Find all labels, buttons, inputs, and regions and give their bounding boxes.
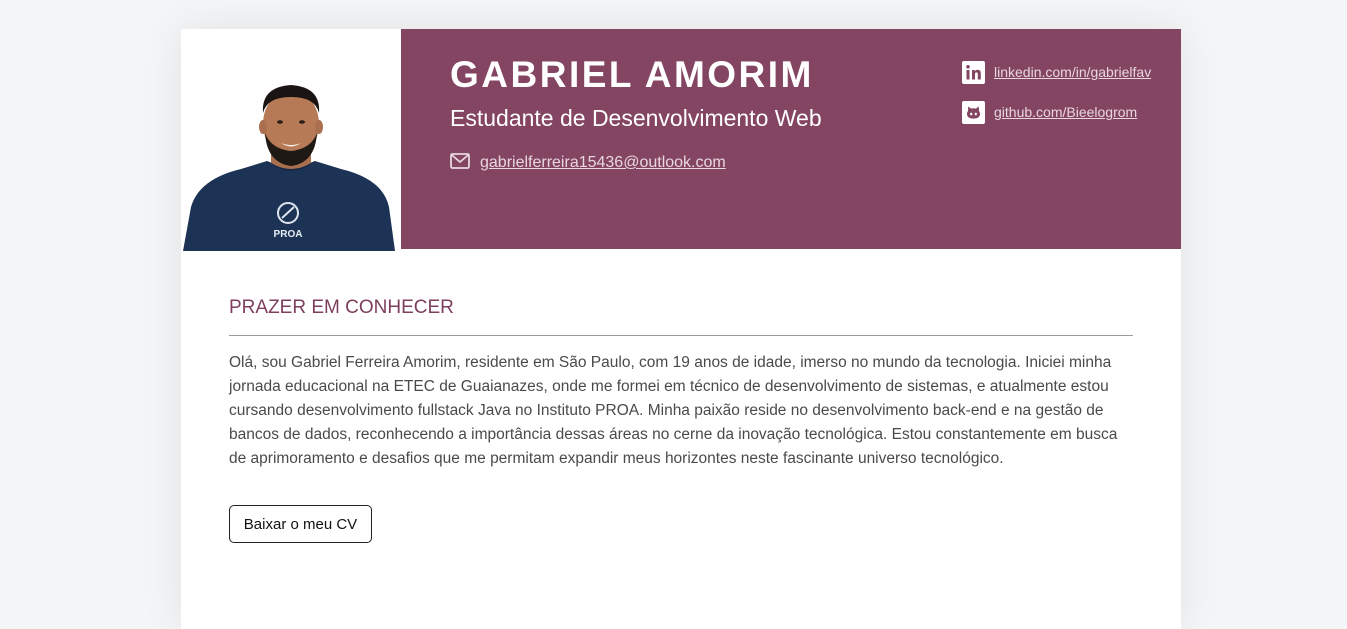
email-link[interactable]: gabrielferreira15436@outlook.com	[480, 154, 726, 171]
shirt-logo-text: PROA	[273, 229, 303, 240]
linkedin-link[interactable]: linkedin.com/in/gabrielfav	[994, 64, 1152, 80]
linkedin-icon[interactable]	[962, 61, 985, 84]
about-title: PRAZER EM CONHECER	[229, 297, 454, 318]
envelope-icon	[450, 153, 470, 174]
github-icon[interactable]	[962, 101, 985, 124]
profile-header	[401, 29, 1181, 249]
about-section	[229, 295, 1133, 471]
profile-photo	[181, 29, 401, 251]
resume-card	[181, 29, 1181, 629]
profile-role: Estudante de Desenvolvimento Web	[450, 105, 822, 131]
about-text: Olá, sou Gabriel Ferreira Amorim, residente em São Paulo, com 19 anos de idade, imerso no mundo da tecnologia. Iniciei minha jornada educacional na ETEC de Guaianazes, onde me formei em técnico de desenvolvimento de sistemas, e atualmente estou cursando desenvolvimento fullstack Java no Instituto PROA. Minha paixão reside no desenvolvimento back-end e na gestão de bancos de dados, reconhecendo a importância dessas áreas no cerne da inovação tecnológica. Estou constantemente em busca de aprimoramento e desafios que me permitam expandir meus horizontes neste fascinante universo tecnológico.	[229, 354, 1118, 467]
github-contact	[962, 100, 1177, 124]
email-contact	[450, 153, 726, 173]
profile-name: GABRIEL AMORIM	[450, 54, 814, 95]
profile-photo-image	[181, 29, 401, 251]
section-divider	[229, 335, 1133, 336]
linkedin-contact	[962, 60, 1177, 84]
github-link[interactable]: github.com/Bieelogrom	[994, 104, 1138, 120]
download-cv-button[interactable]: Baixar o meu CV	[229, 505, 372, 543]
